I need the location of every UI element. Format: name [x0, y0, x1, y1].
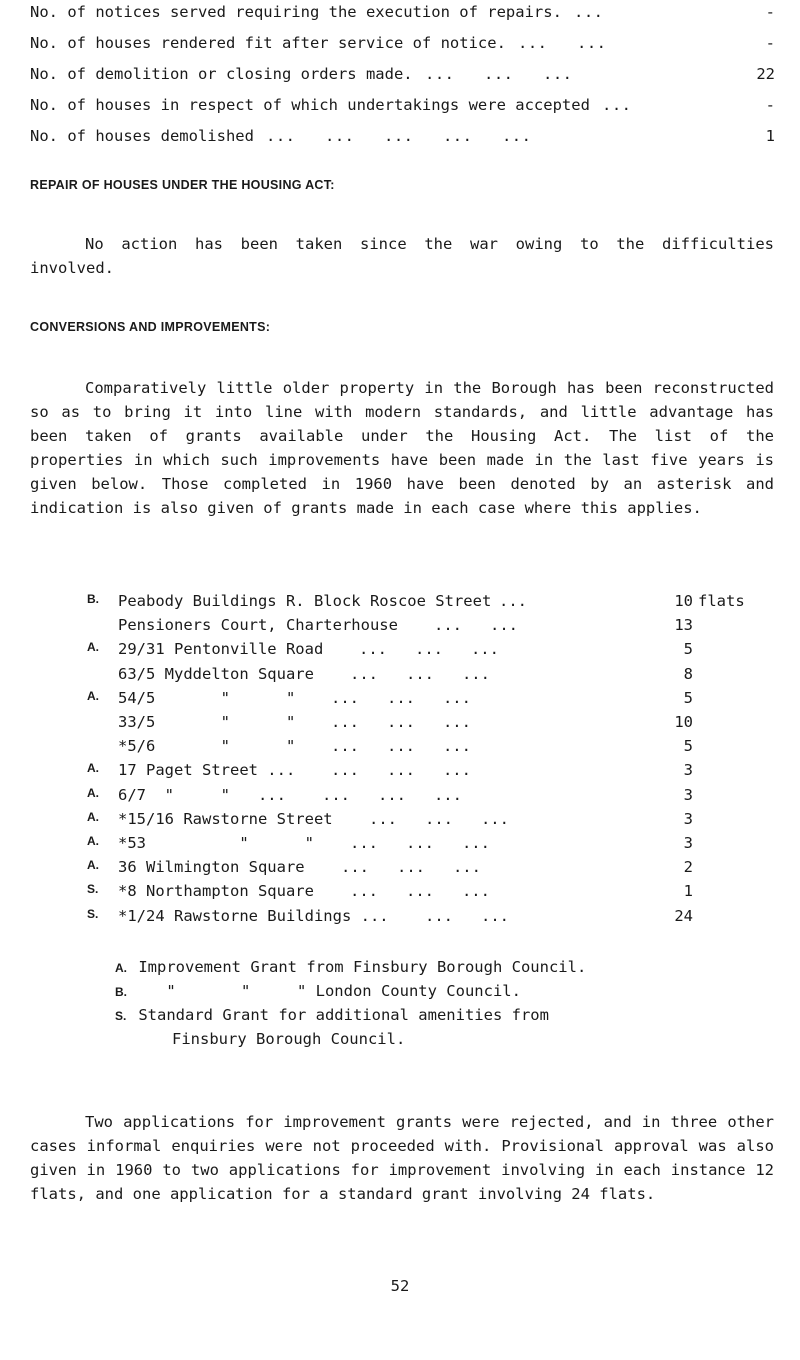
property-count: 10 [674, 713, 693, 731]
property-row [30, 810, 775, 834]
property-row [30, 858, 775, 882]
property-row [30, 640, 775, 664]
leader-dots: ... ... ... [313, 858, 481, 876]
leader-dots: ... ... [518, 34, 607, 52]
closing-paragraph [30, 1110, 774, 1206]
property-count: 8 [683, 665, 693, 683]
property-count: 5 [683, 689, 693, 707]
property-name: *5/6 " " [118, 737, 296, 755]
property-count: 3 [683, 810, 693, 828]
property-row [30, 665, 775, 689]
leader-dots: ... ... ... [322, 834, 490, 852]
legend-text: Finsbury Borough Council. [153, 1030, 406, 1048]
leader-dots: ... ... ... ... ... [266, 127, 532, 145]
leader-dots: ... [574, 3, 604, 21]
property-count: 13 [674, 616, 693, 634]
statistic-row [30, 96, 775, 120]
legend-text: Improvement Grant from Finsbury Borough Council. [138, 958, 587, 976]
statistic-value: 1 [765, 127, 775, 145]
statistic-value: - [765, 96, 775, 114]
property-row [30, 834, 775, 858]
property-count: 2 [683, 858, 693, 876]
legend-text: Standard Grant for additional amenities from [138, 1006, 549, 1024]
legend-code: A. [115, 961, 127, 975]
grant-code: B. [87, 592, 99, 606]
grant-code: A. [87, 689, 99, 703]
property-count: 3 [683, 834, 693, 852]
grant-code: A. [87, 858, 99, 872]
property-name: *8 Northampton Square [118, 882, 314, 900]
leader-dots: ... ... ... [331, 640, 499, 658]
repair-heading: REPAIR OF HOUSES UNDER THE HOUSING ACT: [30, 178, 335, 192]
property-count: 24 [674, 907, 693, 925]
statistic-label: No. of houses demolished [30, 127, 254, 145]
legend-row [115, 982, 521, 1000]
property-row [30, 907, 775, 931]
property-name: 17 Paget Street ... [118, 761, 296, 779]
legend-text: " " " London County Council. [138, 982, 521, 1000]
grant-code: S. [87, 882, 99, 896]
legend-code: B. [115, 985, 127, 999]
leader-dots: ... ... ... [322, 665, 490, 683]
statistic-label: No. of houses rendered fit after service of notice. [30, 34, 506, 52]
statistic-row [30, 127, 775, 151]
grant-code: S. [87, 907, 99, 921]
statistic-row [30, 65, 775, 89]
property-count: 10 [674, 592, 693, 610]
leader-dots: ... ... [397, 907, 509, 925]
leader-dots: ... ... ... [303, 689, 471, 707]
leader-dots: ... ... ... [303, 713, 471, 731]
property-count: 5 [683, 640, 693, 658]
property-name: Pensioners Court, Charterhouse [118, 616, 398, 634]
property-row [30, 786, 775, 810]
statistic-label: No. of houses in respect of which undertakings were accepted [30, 96, 590, 114]
property-name: *15/16 Rawstorne Street [118, 810, 333, 828]
property-row [30, 882, 775, 906]
statistic-label: No. of demolition or closing orders made. [30, 65, 413, 83]
legend-row [115, 1006, 549, 1024]
grant-code: A. [87, 640, 99, 654]
repair-paragraph [30, 232, 774, 280]
property-row [30, 737, 775, 761]
leader-dots: ... ... ... [303, 737, 471, 755]
property-name: 63/5 Myddelton Square [118, 665, 314, 683]
legend-row [115, 958, 586, 976]
leader-dots: ... ... ... [322, 882, 490, 900]
grant-code: A. [87, 810, 99, 824]
repair-text: No action has been taken since the war owing to the difficulties involved. [30, 235, 774, 277]
property-row [30, 616, 775, 640]
property-name: 33/5 " " [118, 713, 296, 731]
property-name: 6/7 " " ... [118, 786, 286, 804]
leader-dots: ... ... ... [425, 65, 573, 83]
statistic-value: - [765, 34, 775, 52]
property-count: 1 [683, 882, 693, 900]
property-name: 36 Wilmington Square [118, 858, 305, 876]
leader-dots: ... ... ... [303, 761, 471, 779]
leader-dots: ... ... ... [294, 786, 462, 804]
conversions-heading: CONVERSIONS AND IMPROVEMENTS: [30, 320, 271, 334]
statistic-value: 22 [756, 65, 775, 83]
closing-text: Two applications for improvement grants were rejected, and in three other cases informal enquiries were not proceeded with. Provisional approval was also given in 1960 to two applications for improvement involving in each instance 12 flats, and one application for a standard grant involving 24 flats. [30, 1113, 774, 1203]
legend-code: S. [115, 1009, 127, 1023]
conversions-text: Comparatively little older property in the Borough has been reconstructed so as to bring it into line with modern standards, and little advantage has been taken of grants available under the Housing Act. The list of the properties in which such improvements have been made in the last five years is given below. Those completed in 1960 have been denoted by an asterisk and indication is also given of grants made in each case where this applies. [30, 379, 774, 517]
conversions-paragraph [30, 376, 774, 520]
leader-dots: ... ... ... [341, 810, 509, 828]
property-count: 3 [683, 786, 693, 804]
statistic-label: No. of notices served requiring the execution of repairs. [30, 3, 562, 21]
grant-code: A. [87, 761, 99, 775]
property-row [30, 592, 775, 616]
statistic-row [30, 34, 775, 58]
property-row [30, 713, 775, 737]
leader-dots: ... ... [406, 616, 518, 634]
leader-dots: ... [499, 592, 527, 610]
statistic-row [30, 3, 775, 27]
property-count: 5 [683, 737, 693, 755]
property-name: Peabody Buildings R. Block Roscoe Street [118, 592, 492, 610]
property-name: *53 " " [118, 834, 314, 852]
property-count: 3 [683, 761, 693, 779]
grant-code: A. [87, 786, 99, 800]
statistic-value: - [765, 3, 775, 21]
property-name: *1/24 Rawstorne Buildings ... [118, 907, 389, 925]
property-unit: flats [698, 592, 745, 610]
grant-code: A. [87, 834, 99, 848]
property-row [30, 761, 775, 785]
legend-row [130, 1030, 405, 1048]
property-name: 29/31 Pentonville Road [118, 640, 324, 658]
property-row [30, 689, 775, 713]
leader-dots: ... [602, 96, 632, 114]
page-number: 52 [390, 1277, 410, 1295]
property-name: 54/5 " " [118, 689, 296, 707]
